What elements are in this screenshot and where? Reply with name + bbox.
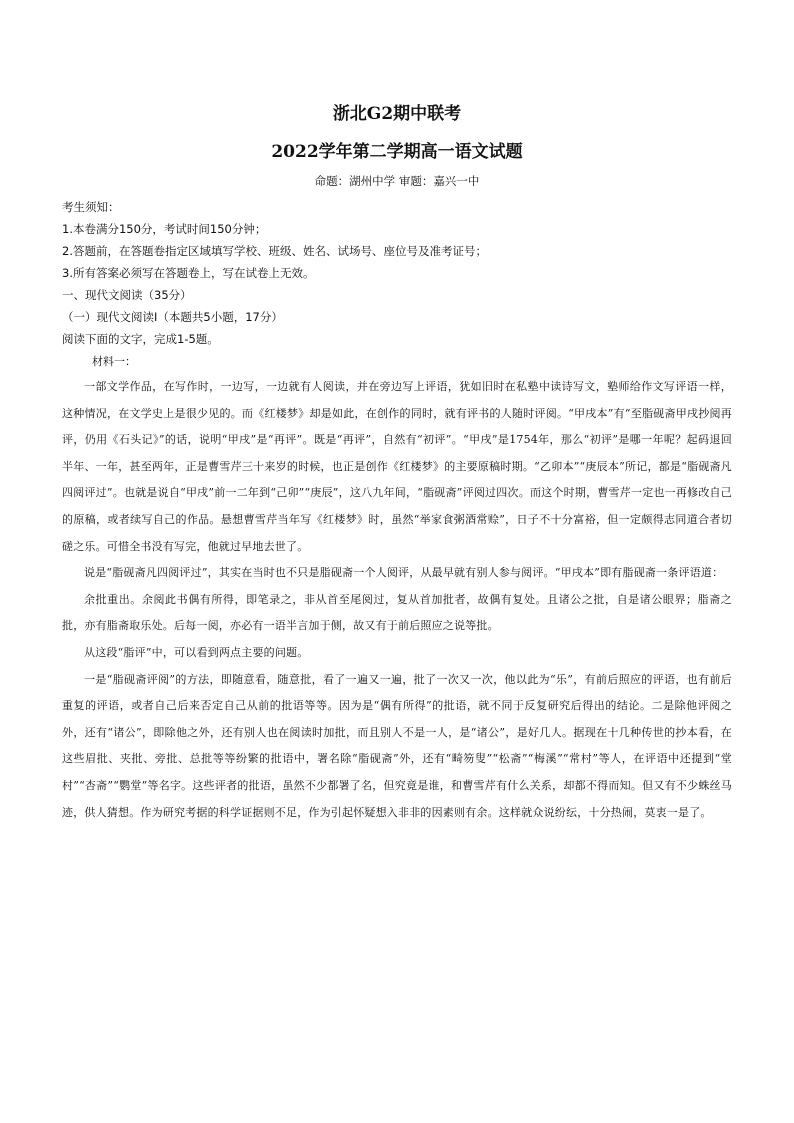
material-paragraph-3: 从这段“脂评”中，可以看到两点主要的问题。	[84, 645, 309, 659]
notice-item-2: 2.答题前，在答题卷指定区域填写学校、班级、姓名、试场号、座位号及准考证号；	[62, 244, 487, 258]
section-heading: 一、现代文阅读（35分）	[62, 288, 192, 302]
section-instruction: 阅读下面的文字，完成1-5题。	[62, 332, 219, 346]
section-subheading: （一）现代文阅读Ⅰ（本题共5小题，17分）	[62, 310, 283, 324]
material-label: 材料一：	[92, 355, 136, 368]
material-quote: 余批重出。余阅此书偶有所得，即笔录之，非从首至尾阅过，复从首加批者，故偶有复处。且诸公之批，自是诸公眼界；脂斋之批，亦有脂斋取乐处。后每一阅，亦必有一语半言加于侧，故又有于前后照应之说等批。	[62, 592, 732, 633]
notice-item-1: 1.本卷满分150分，考试时间150分钟；	[62, 222, 267, 236]
notice-item-3: 3.所有答案必须写在答题卷上，写在试卷上无效。	[62, 266, 315, 280]
exam-title-line1: 浙北G2期中联考	[332, 104, 462, 124]
material-paragraph-4: 一是“脂砚斋评阅”的方法，即随意看，随意批，看了一遍又一遍，批了一次又一次，他以此为“乐”，有前后照应的评语，也有前后重复的评语，或者自己后来否定自己从前的批语等等。因为是“偶有所得”的批语，就不同于反复研究后得出的结论。二是除他评阅之外，还有“诸公”，即除他之外，还有别人也在阅读时加批，而且别人不是一人，是“诸公”，是好几人。据现在十几种传世的抄本看，在这些眉批、夹批、旁批、总批等等纷繁的批语中，署名除“脂砚斋”外，还有“畸笏叟”“松斋”“梅溪”“常村”等人，在评语中还提到“堂村”“杏斋”“鹦堂”等名字。这些评者的批语，虽然不少都署了名，但究竟是谁，和曹雪芹有什么关系，却都不得而知。但又有不少蛛丝马迹，供人猜想。作为研究考据的科学证据则不足，作为引起怀疑想入非非的因素则有余。这样就众说纷纭，十分热闹，莫衷一是了。	[62, 672, 732, 819]
exam-title-line2: 2022学年第二学期高一语文试题	[271, 142, 523, 162]
notice-heading: 考生须知：	[62, 200, 120, 214]
exam-byline: 命题：湖州中学 审题：嘉兴一中	[314, 174, 480, 188]
material-paragraph-1: 一部文学作品，在写作时，一边写，一边就有人阅读，并在旁边写上评语，犹如旧时在私塾中读诗写文，塾师给作文写评语一样，这种情况，在文学史上是很少见的。而《红楼梦》却是如此，在创作的同时，就有评书的人随时评阅。“甲戌本”有“至脂砚斋甲戌抄阅再评，仍用《石头记》”的话，说明“甲戌”是“再评”。既是“再评”，自然有“初评”。“甲戌”是1754年，那么“初评”是哪一年呢？起码退回半年、一年，甚至两年，正是曹雪芹三十来岁的时候，也正是创作《红楼梦》的主要原稿时期。“乙卯本”“庚辰本”所记，都是“脂砚斋凡四阅评过”。也就是说自“甲戌”前一二年到“己卯”“庚辰”，这八九年间，“脂砚斋”评阅过四次。而这个时期，曹雪芹一定也一再修改自己的原稿，或者续写自己的作品。悬想曹雪芹当年写《红楼梦》时，虽然“举家食粥酒常赊”，日子不十分富裕，但一定颇得志同道合者切磋之乐。可惜全书没有写完，他就过早地去世了。	[62, 380, 732, 553]
material-paragraph-2: 说是“脂砚斋凡四阅评过”，其实在当时也不只是脂砚斋一个人阅评，从最早就有别人参与阅评。“甲戌本”即有脂砚斋一条评语道：	[84, 566, 724, 580]
